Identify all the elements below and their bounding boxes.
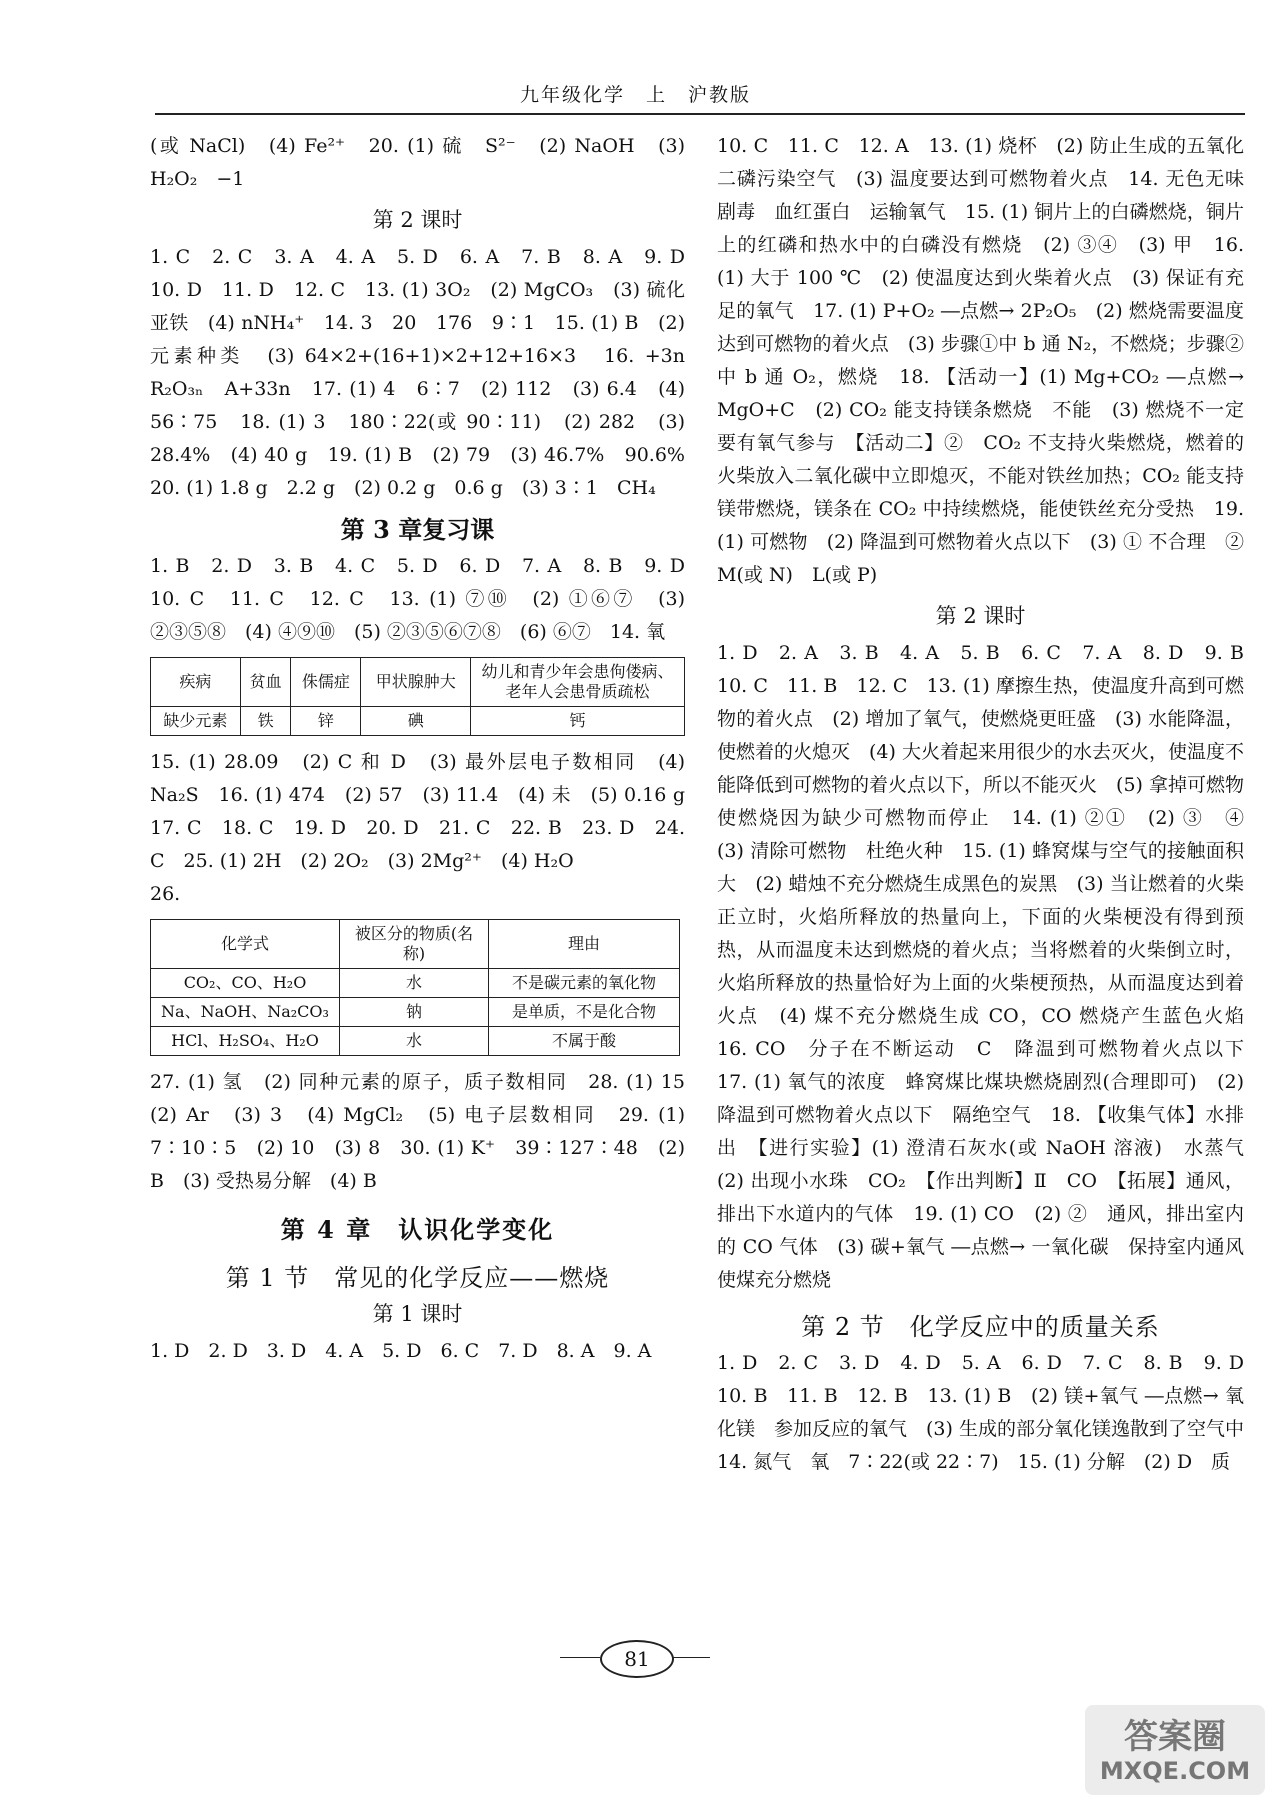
answer-paragraph: 27. (1) 氢 (2) 同种元素的原子，质子数相同 28. (1) 15 (2) Ar (3) 3 (4) MgCl₂ (5) 电子层数相同 29. (1) 7∶10∶5 (2) 10 (3) 8 30. (1) K⁺ 39∶127∶48 (2) B (3) 受热易分解 (4) B — [150, 1071, 705, 1192]
table-row — [151, 969, 680, 998]
table-row — [151, 707, 685, 736]
table-cell: 锌 — [291, 707, 361, 736]
table-row — [151, 1027, 680, 1056]
table-cell: 铁 — [240, 707, 290, 736]
left-column — [150, 130, 705, 1368]
answer-paragraph: 26. — [150, 883, 181, 905]
table-row — [151, 998, 680, 1027]
table-cell: 钠 — [340, 998, 489, 1027]
watermark-domain: MXQE.COM — [1099, 1757, 1251, 1785]
table-cell: HCl、H₂SO₄、H₂O — [151, 1027, 340, 1056]
answer-paragraph: 1. D 2. D 3. D 4. A 5. D 6. C 7. D 8. A 9. A — [150, 1340, 652, 1362]
table-cell: 疾病 — [151, 658, 241, 707]
table-cell: 水 — [340, 1027, 489, 1056]
chapter-heading: 第 4 章 认识化学变化 — [280, 1215, 555, 1244]
section-heading: 第 2 节 化学反应中的质量关系 — [801, 1313, 1160, 1341]
lesson-heading: 第 2 课时 — [372, 208, 463, 232]
answer-paragraph: 1. D 2. A 3. B 4. A 5. B 6. C 7. A 8. D 9. B 10. C 11. B 12. C 13. (1) 摩擦生热，使温度升高到可燃物的着火点 (2) 增加了氧气，使燃烧更旺盛 (3) 水能降温，使燃着的火熄灭 (4) 大火着起来用很少的水去灭火，使温度不能降低到可燃物的着火点以下，所以不能灭火 (5) 拿掉可燃物使燃烧因为缺少可燃物而停止 14. (1) ②① (2) ③ ④ (3) 清除可燃物 杜绝火种 15. (1) 蜂窝煤与空气的接触面积大 (2) 蜡烛不充分燃烧生成黑色的炭黑 (3) 当让燃着的火柴正立时，火焰所释放的热量向上，下面的火柴梗没有得到预热，从而温度未达到燃烧的着火点；当将燃着的火柴倒立时，火焰所释放的热量恰好为上面的火柴梗预热，从而温度达到着火点 (4) 煤不充分燃烧生成 CO，CO 燃烧产生蓝色火焰 16. CO 分子在不断运动 C 降温到可燃物着火点以下 17. (1) 氧气的浓度 蜂窝煤比煤块燃烧剧烈(合理即可) (2) 降温到可燃物着火点以下 隔绝空气 18. 【收集气体】水排出 【进行实验】(1) 澄清石灰水(或 NaOH 溶液) 水蒸气 (2) 出现小水珠 CO₂ 【作出判断】Ⅱ CO 【拓展】通风，排出下水道内的气体 19. (1) CO (2) ② 通风，排出室内的 CO 气体 (3) 碳+氧气 ―点燃→ 一氧化碳 保持室内通风 使煤充分燃烧 — [717, 642, 1264, 1291]
page-number: 81 — [600, 1640, 674, 1678]
lesson-heading: 第 2 课时 — [935, 604, 1026, 628]
answer-paragraph: (或 NaCl) (4) Fe²⁺ 20. (1) 硫 S²⁻ (2) NaOH (3) H₂O₂ −1 — [150, 135, 685, 190]
answer-paragraph: 1. B 2. D 3. B 4. C 5. D 6. D 7. A 8. B 9. D 10. C 11. C 12. C 13. (1) ⑦⑩ (2) ①⑥⑦ (3) ②③⑤⑧ (4) ④⑨⑩ (5) ②③⑤⑥⑦⑧ (6) ⑥⑦ 14. 氧 — [150, 555, 705, 643]
deficiency-table — [150, 657, 685, 736]
answer-paragraph: 15. (1) 28.09 (2) C 和 D (3) 最外层电子数相同 (4) Na₂S 16. (1) 474 (2) 57 (3) 11.4 (4) 未 (5) 0.16 g 17. C 18. C 19. D 20. D 21. C 22. B 23. D 24. C 25. (1) 2H (2) 2O₂ (3) 2Mg²⁺ (4) H₂O — [150, 751, 705, 872]
table-header-cell: 被区分的物质(名称) — [340, 920, 489, 969]
table-row — [151, 658, 685, 707]
table-row — [151, 920, 680, 969]
table-cell: 水 — [340, 969, 489, 998]
answer-paragraph: 1. D 2. C 3. D 4. D 5. A 6. D 7. C 8. B 9. D 10. B 11. B 12. B 13. (1) B (2) 镁+氧气 ―点燃→ 氧化镁 参加反应的氧气 (3) 生成的部分氧化镁逸散到了空气中 14. 氮气 氧 7∶22(或 22∶7) 15. (1) 分解 (2) D 质 — [717, 1352, 1264, 1473]
table-cell: 是单质，不是化合物 — [489, 998, 680, 1027]
lesson-heading: 第 1 课时 — [372, 1302, 463, 1326]
table-cell: 贫血 — [240, 658, 290, 707]
table-cell: CO₂、CO、H₂O — [151, 969, 340, 998]
table-cell: Na、NaOH、Na₂CO₃ — [151, 998, 340, 1027]
page-header: 九年级化学 上 沪教版 — [519, 84, 751, 106]
page-number-line-left — [560, 1657, 600, 1658]
table-cell: 甲状腺肿大 — [361, 658, 471, 707]
classification-table — [150, 919, 680, 1056]
table-header-cell: 理由 — [489, 920, 680, 969]
table-cell: 钙 — [471, 707, 685, 736]
table-cell: 不属于酸 — [489, 1027, 680, 1056]
table-cell: 侏儒症 — [291, 658, 361, 707]
page-number-line-right — [670, 1657, 710, 1658]
table-cell: 碘 — [361, 707, 471, 736]
watermark-text: 答案圈 — [1124, 1717, 1226, 1757]
answer-paragraph: 1. C 2. C 3. A 4. A 5. D 6. A 7. B 8. A 9. D 10. D 11. D 12. C 13. (1) 3O₂ (2) MgCO₃ (3) 硫化亚铁 (4) nNH₄⁺ 14. 3 20 176 9∶1 15. (1) B (2) 元素种类 (3) 64×2+(16+1)×2+12+16×3 16. +3n R₂O₃ₙ A+33n 17. (1) 4 6∶7 (2) 112 (3) 6.4 (4) 56∶75 18. (1) 3 180∶22(或 90∶11) (2) 282 (3) 28.4% (4) 40 g 19. (1) B (2) 79 (3) 46.7% 90.6% 20. (1) 1.8 g 2.2 g (2) 0.2 g 0.6 g (3) 3∶1 CH₄ — [150, 246, 705, 499]
review-heading: 第 3 章复习课 — [340, 515, 495, 544]
answer-paragraph: 10. C 11. C 12. A 13. (1) 烧杯 (2) 防止生成的五氧化二磷污染空气 (3) 温度要达到可燃物着火点 14. 无色无味 剧毒 血红蛋白 运输氧气 15. (1) 铜片上的白磷燃烧，铜片上的红磷和热水中的白磷没有燃烧 (2) ③④ (3) 甲 16. (1) 大于 100 ℃ (2) 使温度达到火柴着火点 (3) 保证有充足的氧气 17. (1) P+O₂ ―点燃→ 2P₂O₅ (2) 燃烧需要温度达到可燃物的着火点 (3) 步骤①中 b 通 N₂，不燃烧；步骤②中 b 通 O₂，燃烧 18. 【活动一】(1) Mg+CO₂ ―点燃→ MgO+C (2) CO₂ 能支持镁条燃烧 不能 (3) 燃烧不一定要有氧气参与 【活动二】② CO₂ 不支持火柴燃烧，燃着的火柴放入二氧化碳中立即熄灭，不能对铁丝加热；CO₂ 能支持镁带燃烧，镁条在 CO₂ 中持续燃烧，能使铁丝充分受热 19. (1) 可燃物 (2) 降温到可燃物着火点以下 (3) ① 不合理 ② M(或 N) L(或 P) — [717, 135, 1264, 586]
table-cell: 幼儿和青少年会患佝偻病、老年人会患骨质疏松 — [471, 658, 685, 707]
right-column — [717, 130, 1264, 1479]
header-rule — [155, 113, 1245, 115]
table-cell: 缺少元素 — [151, 707, 241, 736]
watermark-logo — [1085, 1705, 1265, 1795]
section-heading: 第 1 节 常见的化学反应——燃烧 — [225, 1264, 610, 1292]
table-cell: 不是碳元素的氧化物 — [489, 969, 680, 998]
table-header-cell: 化学式 — [151, 920, 340, 969]
